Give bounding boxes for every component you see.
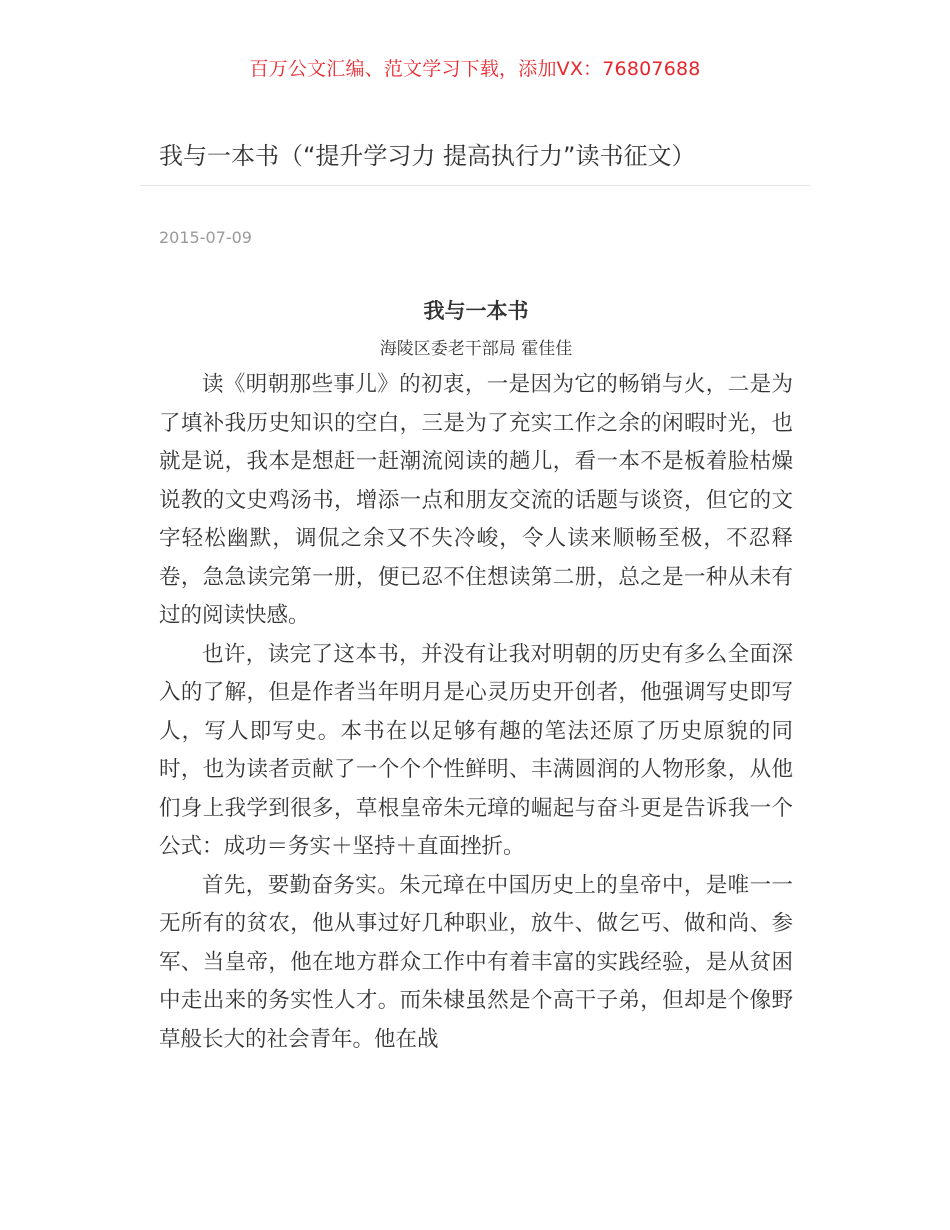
paragraph: 读《明朝那些事儿》的初衷，一是因为它的畅销与火，二是为了填补我历史知识的空白，三是为了充实工作之余的闲暇时光，也就是说，我本是想赶一赶潮流阅读的趟儿，看一本不是板着脸枯燥说教的文史鸡汤书，增添一点和朋友交流的话题与谈资，但它的文字轻松幽默，调侃之余又不失冷峻，令人读来顺畅至极，不忍释卷，急急读完第一册，便已忍不住想读第二册，总之是一种从未有过的阅读快感。 (159, 372, 793, 628)
author-byline: 海陵区委老干部局 霍佳佳 (379, 339, 573, 359)
paragraph: 也许，读完了这本书，并没有让我对明朝的历史有多么全面深入的了解，但是作者当年明月是心灵历史开创者，他强调写史即写人，写人即写史。本书在以足够有趣的笔法还原了历史原貌的同时，也为读者贡献了一个个个性鲜明、丰满圆润的人物形象，从他们身上我学到很多，草根皇帝朱元璋的崛起与奋斗更是告诉我一个公式：成功＝务实＋坚持＋直面挫折。 (159, 641, 793, 859)
article-title: 我与一本书（“提升学习力 提高执行力”读书征文） (159, 142, 696, 170)
article (140, 138, 810, 1059)
essay-heading: 我与一本书 (423, 299, 529, 323)
article-body (140, 296, 793, 1059)
watermark-text: 百万公文汇编、范文学习下载，添加VX：76807688 (249, 58, 701, 80)
publish-date: 2015-07-09 (159, 228, 252, 247)
title-divider (140, 185, 810, 186)
paragraph: 首先，要勤奋务实。朱元璋在中国历史上的皇帝中，是唯一一无所有的贫农，他从事过好几种职业，放牛、做乞丐、做和尚、参军、当皇帝，他在地方群众工作中有着丰富的实践经验，是从贫困中走出来的务实性人才。而朱棣虽然是个高干子弟，但却是个像野草般长大的社会青年。他在战 (159, 872, 793, 1052)
